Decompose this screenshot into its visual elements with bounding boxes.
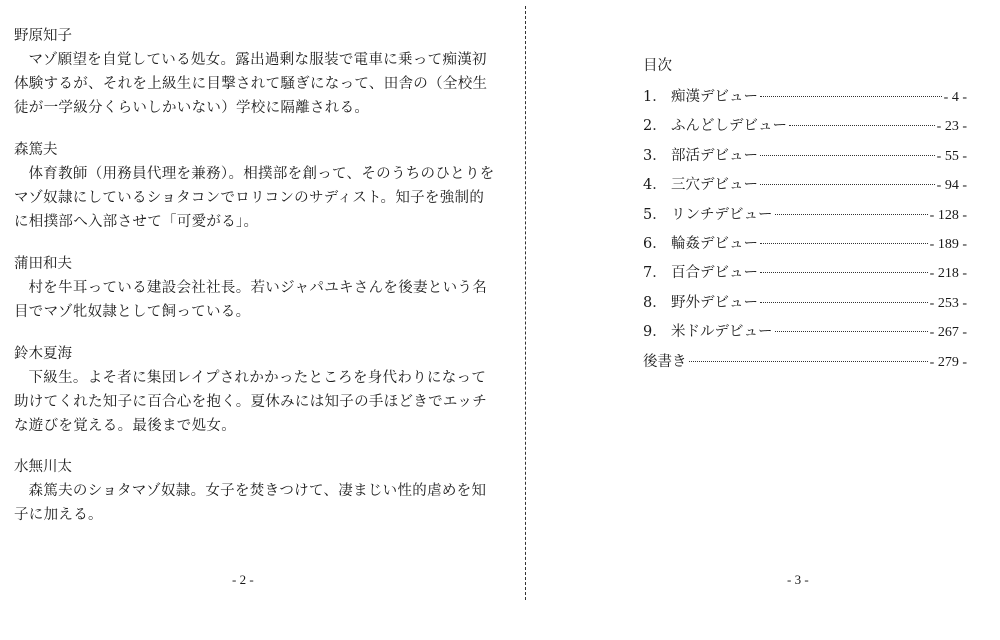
toc-item-title: 三穴デビュー: [671, 177, 758, 194]
character-entry: [14, 24, 496, 120]
toc-item-title: 野外デビュー: [671, 294, 758, 311]
toc-item-title: ふんどしデビュー: [671, 118, 787, 135]
character-description: マゾ願望を自覚している処女。露出過剰な服装で電車に乗って痴漢初体験するが、それを上級生に目撃されて騒ぎになって、田舎の（全校生徒が一学級分くらいしかいない）学校に隔離される。: [14, 52, 488, 116]
toc-item-page: - 23 -: [936, 119, 967, 135]
character-description: 下級生。よそ者に集団レイプされかかったところを身代わりになって助けてくれた知子に百合心を抱く。夏休みには知子の手ほどきでエッチな遊びを覚える。最後まで処女。: [14, 370, 488, 434]
toc-item-number: 4．: [643, 177, 667, 194]
right-page: [527, 0, 1000, 640]
toc-leader-dots: [760, 184, 935, 185]
toc-item-number: 6．: [643, 235, 667, 252]
toc-item-afterword[interactable]: [643, 349, 967, 378]
toc-heading: 目次: [643, 58, 672, 74]
toc-item-page: - 253 -: [929, 295, 967, 311]
toc-item[interactable]: [643, 143, 967, 172]
toc-item-title: 部活デビュー: [671, 147, 758, 164]
toc-item-page: - 279 -: [929, 354, 967, 370]
toc-item-number: 2．: [643, 118, 667, 135]
character-entry: [14, 455, 496, 527]
toc-leader-dots: [789, 125, 935, 126]
toc-item-number: 9．: [643, 324, 667, 341]
toc-leader-dots: [775, 214, 928, 215]
toc-item-page: - 94 -: [936, 178, 967, 194]
toc-leader-dots: [689, 361, 928, 362]
character-name: 蒲田和夫: [14, 256, 72, 272]
character-name: 水無川太: [14, 459, 72, 475]
page-number: - 3 -: [787, 572, 809, 587]
toc-leader-dots: [760, 96, 942, 97]
toc-item[interactable]: [643, 319, 967, 348]
character-entry: [14, 138, 496, 234]
toc-item-page: - 218 -: [929, 266, 967, 282]
toc-leader-dots: [760, 302, 928, 303]
toc-leader-dots: [760, 272, 928, 273]
table-of-contents: [643, 84, 967, 378]
toc-item-page: - 128 -: [929, 207, 967, 223]
toc-item[interactable]: [643, 260, 967, 289]
toc-item-number: 3．: [643, 147, 667, 164]
character-entry: [14, 342, 496, 438]
toc-item[interactable]: [643, 290, 967, 319]
toc-item-page: - 189 -: [929, 236, 967, 252]
toc-leader-dots: [760, 243, 928, 244]
page-divider: [525, 6, 526, 600]
toc-leader-dots: [775, 331, 928, 332]
character-description: 村を牛耳っている建設会社社長。若いジャパユキさんを後妻という名目でマゾ牝奴隷として飼っている。: [14, 280, 488, 320]
toc-leader-dots: [760, 155, 935, 156]
character-entry: [14, 252, 496, 324]
toc-item-title: 百合デビュー: [671, 265, 758, 282]
character-name: 鈴木夏海: [14, 346, 72, 362]
toc-item-title: 輪姦デビュー: [671, 235, 758, 252]
character-name: 森篤夫: [14, 142, 58, 158]
page-number: - 2 -: [232, 572, 254, 587]
toc-item-page: - 4 -: [943, 90, 967, 105]
character-name: 野原知子: [14, 28, 72, 44]
toc-item-title: 痴漢デビュー: [671, 89, 758, 105]
toc-item-title: 米ドルデビュー: [671, 324, 773, 341]
toc-item[interactable]: [643, 231, 967, 260]
toc-item[interactable]: [643, 113, 967, 142]
toc-item[interactable]: [643, 202, 967, 231]
toc-item-number: 7．: [643, 265, 667, 282]
toc-item-number: 1．: [643, 89, 667, 105]
toc-item-page: - 267 -: [929, 325, 967, 341]
toc-item-title: 後書き: [643, 353, 687, 370]
toc-item[interactable]: [643, 172, 967, 201]
toc-item-number: 5．: [643, 206, 667, 223]
character-description: 体育教師（用務員代理を兼務）。相撲部を創って、そのうちのひとりをマゾ奴隷にしているショタコンでロリコンのサディスト。知子を強制的に相撲部へ入部させて「可愛がる」。: [14, 166, 495, 230]
toc-item[interactable]: [643, 84, 967, 113]
character-description: 森篤夫のショタマゾ奴隷。女子を焚きつけて、凄まじい性的虐めを知子に加える。: [14, 483, 487, 523]
toc-item-page: - 55 -: [936, 148, 967, 164]
toc-item-number: 8．: [643, 294, 667, 311]
toc-item-title: リンチデビュー: [671, 206, 773, 223]
